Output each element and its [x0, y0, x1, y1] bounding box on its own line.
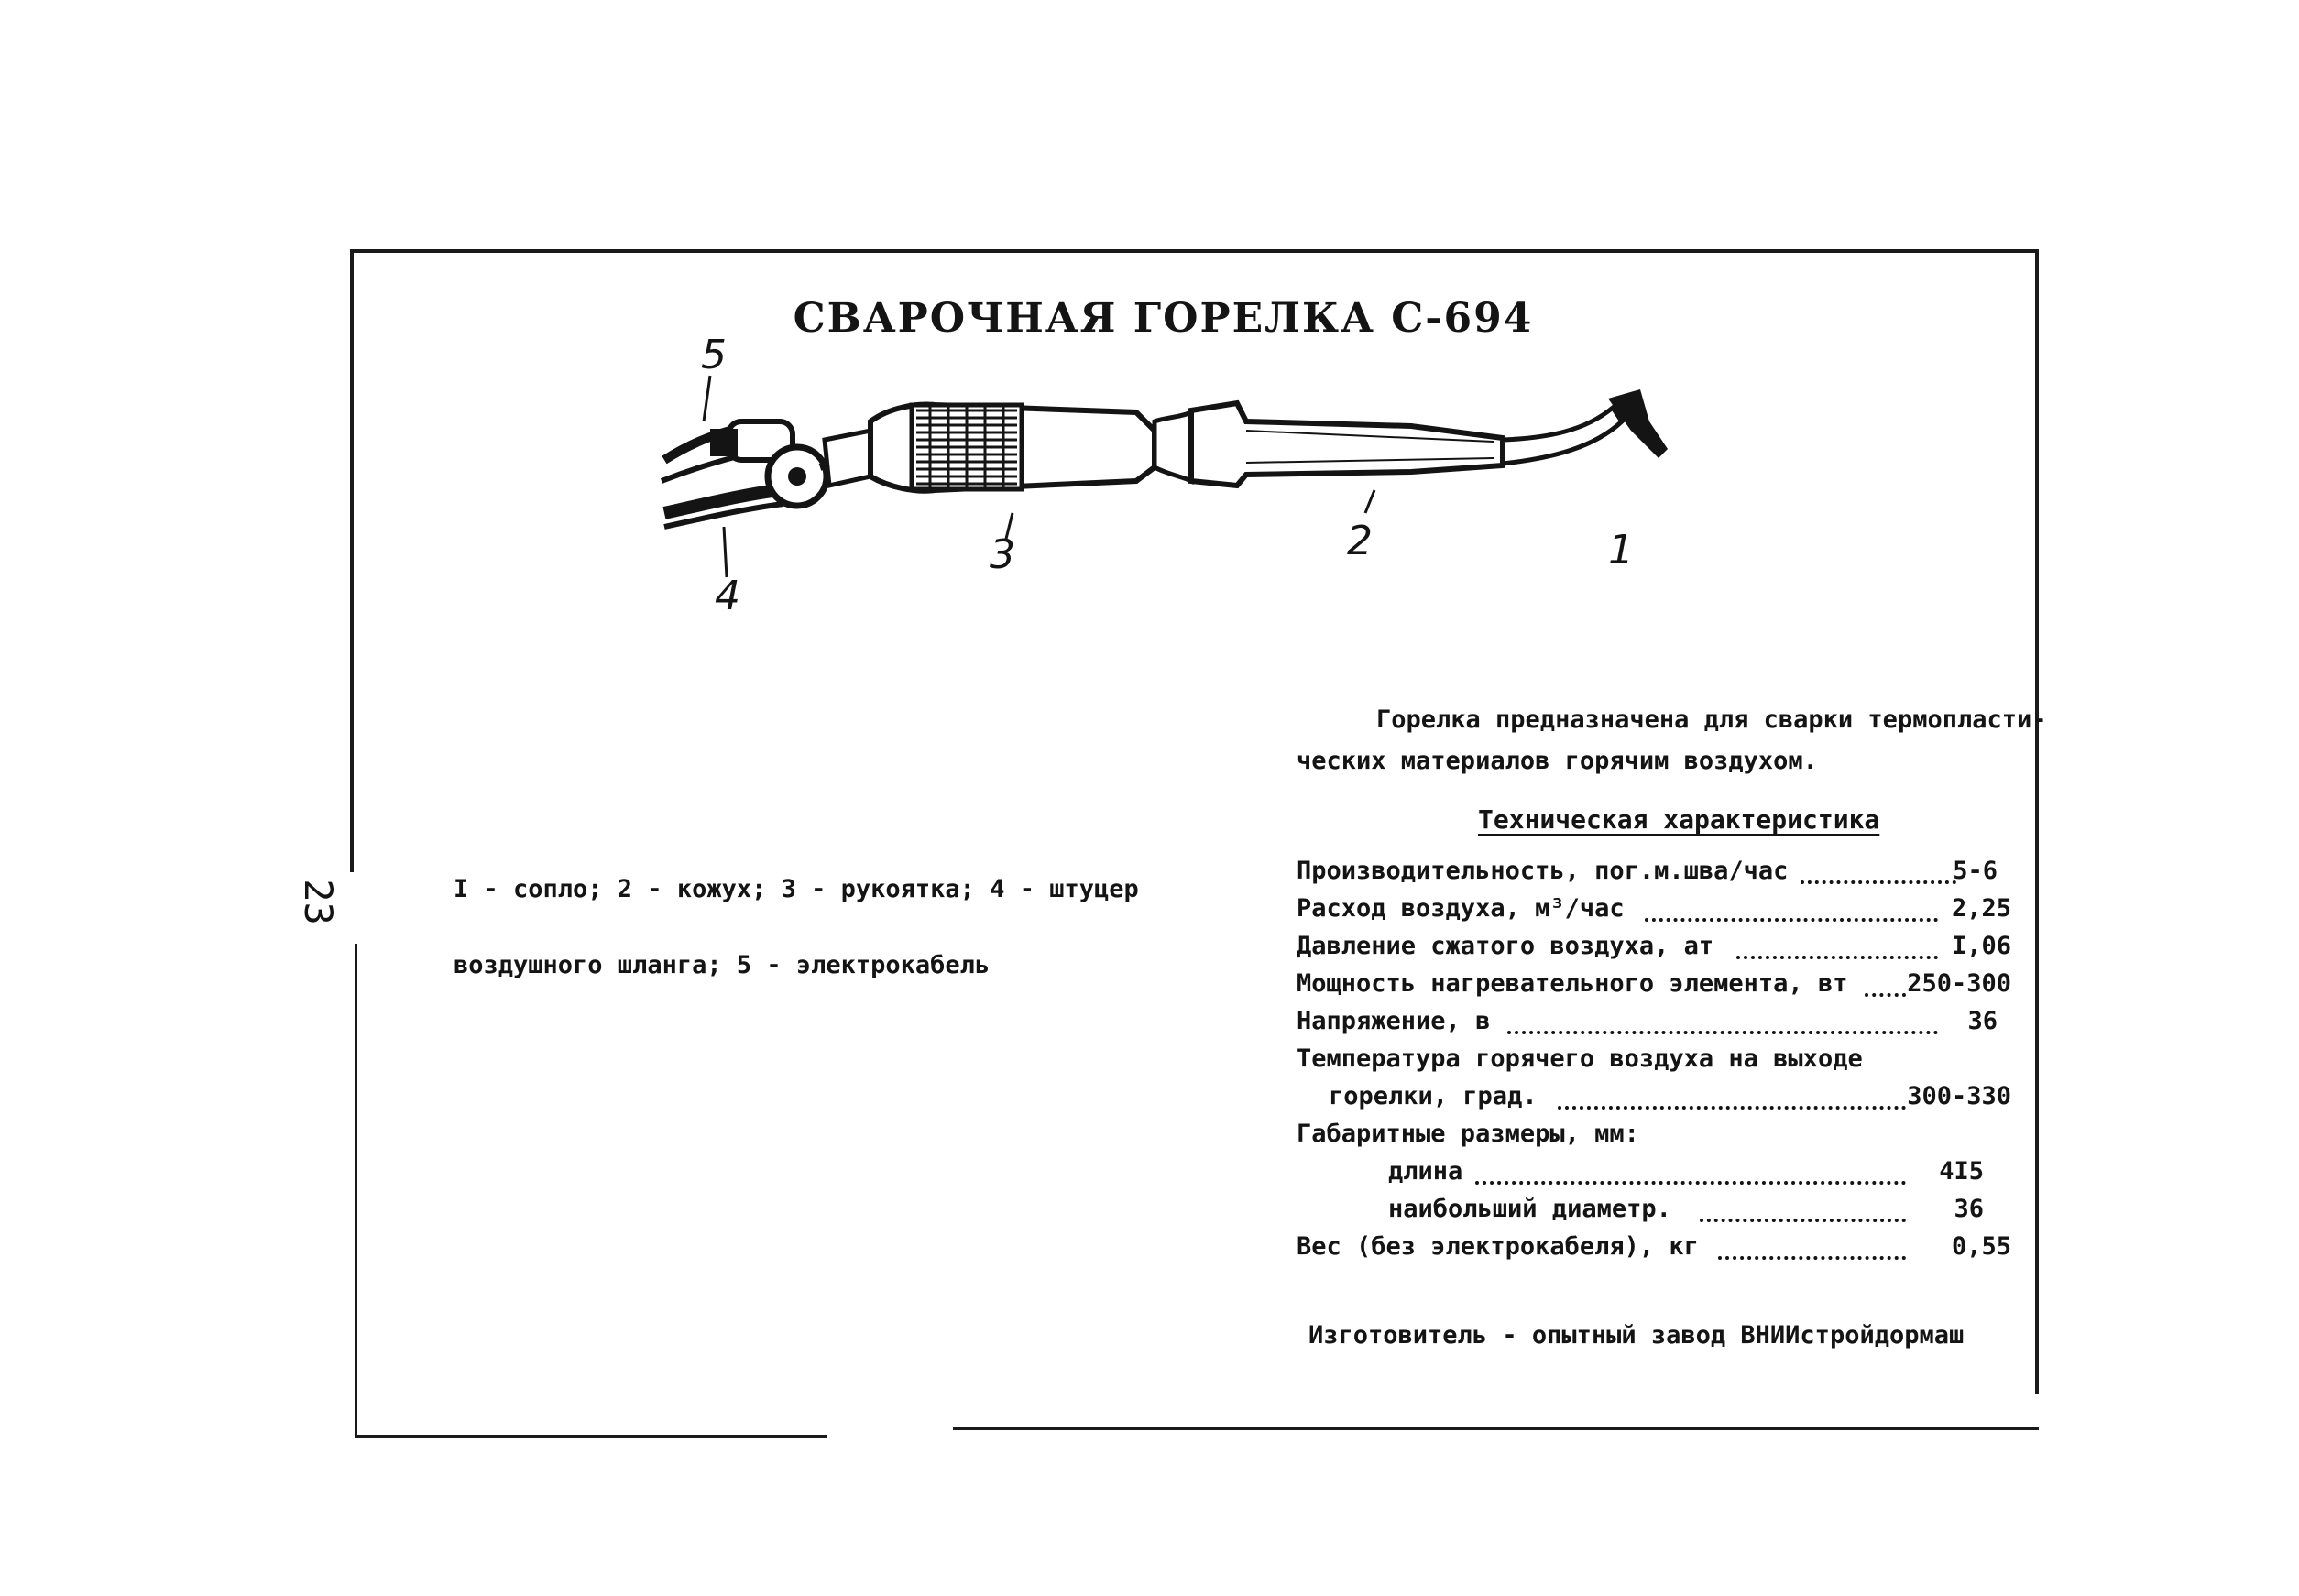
- specs-title: Техническая характеристика: [1478, 804, 1880, 835]
- spec-label: Давление сжатого воздуха, ат: [1297, 932, 1714, 960]
- spec-leader: [1475, 1181, 1906, 1185]
- spec-leader: [1736, 956, 1938, 959]
- page-title: СВАРОЧНАЯ ГОРЕЛКА С-694: [793, 295, 1534, 342]
- frame-right: [2035, 249, 2039, 1394]
- spec-label: Производительность, пог.м.шва/час: [1297, 857, 1789, 885]
- frame-top: [350, 249, 2038, 253]
- spec-label: Мощность нагревательного элемента, вт: [1297, 969, 1848, 998]
- spec-row-dimensions: [1297, 1120, 2011, 1156]
- description-line-1: Горелка предназначена для сварки термопласти-: [1376, 705, 2047, 734]
- callout-5: 5: [701, 332, 727, 378]
- spec-value: 4I5: [1939, 1157, 1984, 1186]
- legend-line-1: I - сопло; 2 - кожух; 3 - рукоятка; 4 - штуцер: [454, 875, 1139, 903]
- spec-row-temperature-cont: [1297, 1082, 2011, 1119]
- spec-value: I,06: [1951, 932, 2011, 960]
- spec-label: Напряжение, в: [1297, 1007, 1491, 1035]
- handle: [870, 405, 1155, 491]
- welding-torch-drawing: [641, 330, 1741, 641]
- spec-label: длина: [1388, 1157, 1463, 1186]
- spec-value: 5-6: [1953, 857, 1998, 885]
- spec-label: горелки, град.: [1329, 1082, 1538, 1110]
- housing: [1191, 403, 1503, 486]
- callout-3: 3: [990, 531, 1015, 578]
- frame-left: [350, 249, 354, 872]
- spec-label: Расход воздуха, м³/час: [1297, 894, 1625, 923]
- spec-leader: [1865, 993, 1906, 997]
- frame-bottom-left: [355, 1435, 827, 1438]
- spec-row-air-flow: [1297, 894, 2011, 931]
- spec-value: 36: [1967, 1007, 1998, 1035]
- spec-value: 2,25: [1951, 894, 2011, 923]
- spec-row-power: [1297, 969, 2011, 1006]
- spec-row-weight: [1297, 1232, 2011, 1269]
- callout-1: 1: [1608, 527, 1634, 574]
- spec-value: 300-330: [1907, 1082, 2011, 1110]
- description-line-2: ческих материалов горячим воздухом.: [1297, 747, 1818, 775]
- frame-left-lower: [355, 944, 357, 1438]
- spec-leader: [1507, 1031, 1938, 1034]
- spec-value: 0,55: [1951, 1232, 2011, 1261]
- spec-row-pressure: [1297, 932, 2011, 968]
- spec-row-productivity: [1297, 857, 2011, 893]
- spec-label: Габаритные размеры, мм:: [1297, 1120, 1639, 1148]
- spec-value: 36: [1954, 1195, 1984, 1223]
- manufacturer: Изготовитель - опытный завод ВНИИстройдормаш: [1308, 1321, 1965, 1350]
- spec-label: Вес (без электрокабеля), кг: [1297, 1232, 1699, 1261]
- nozzle: [1503, 389, 1668, 464]
- spec-leader: [1558, 1106, 1906, 1110]
- spec-row-temperature: [1297, 1044, 2011, 1081]
- callout-2: 2: [1347, 518, 1373, 564]
- spec-row-diameter: [1297, 1195, 2011, 1231]
- legend-line-2: воздушного шланга; 5 - электрокабель: [454, 951, 991, 979]
- spec-row-voltage: [1297, 1007, 2011, 1044]
- spec-leader: [1801, 880, 1956, 884]
- spec-row-length: [1297, 1157, 2011, 1194]
- spec-value: 250-300: [1907, 969, 2011, 998]
- spec-label: Температура горячего воздуха на выходе: [1297, 1044, 1863, 1073]
- callout-4: 4: [715, 573, 740, 619]
- spec-leader: [1700, 1219, 1906, 1222]
- spec-label: наибольший диаметр.: [1388, 1195, 1671, 1223]
- spec-leader: [1718, 1256, 1906, 1260]
- frame-bottom-right: [953, 1427, 2039, 1430]
- spec-leader: [1645, 918, 1938, 922]
- page-number: 23: [295, 879, 341, 925]
